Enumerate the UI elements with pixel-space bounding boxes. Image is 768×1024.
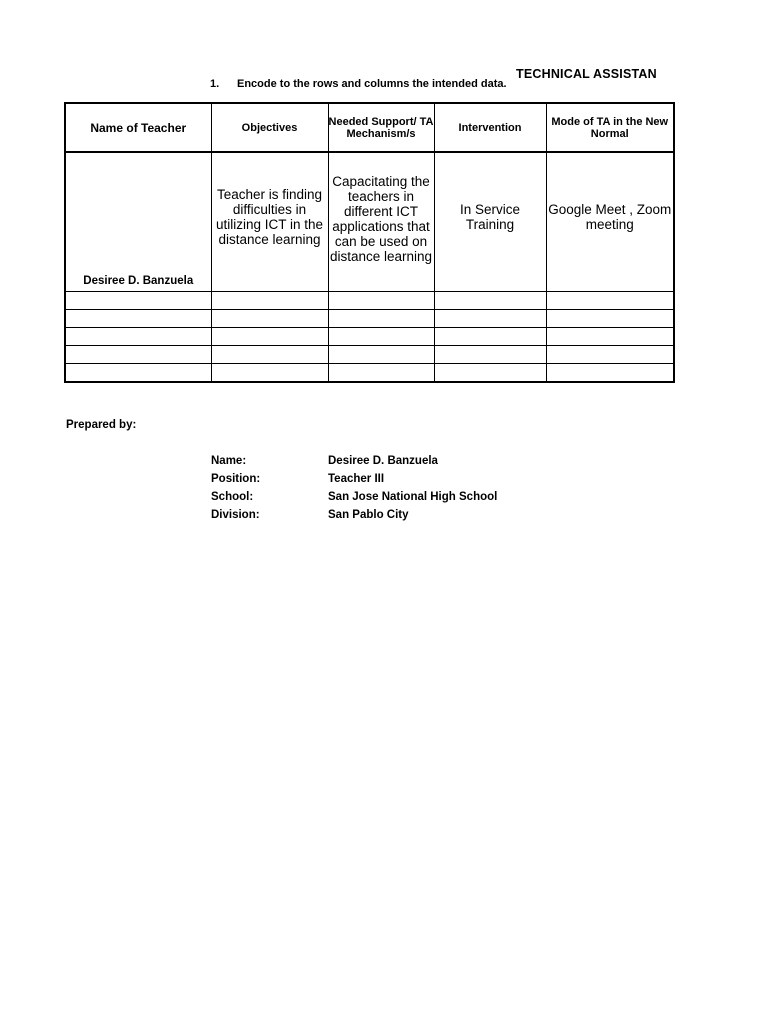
table-row — [65, 152, 674, 292]
needed-support-cell — [328, 152, 434, 292]
column-header-objectives: Objectives — [211, 103, 328, 152]
division-value: San Pablo City — [328, 509, 409, 521]
document-title: TECHNICAL ASSISTAN — [516, 67, 657, 81]
mode-of-ta-text: Google Meet , Zoom meeting — [548, 202, 672, 232]
mode-of-ta-cell — [546, 152, 674, 292]
empty-table-row — [65, 310, 674, 328]
column-header-name-of-teacher: Name of Teacher — [65, 103, 211, 152]
school-label: School: — [211, 491, 254, 503]
column-header-mode-of-ta: Mode of TA in the New Normal — [546, 103, 674, 152]
instruction-line — [210, 71, 540, 87]
instruction-text: Encode to the rows and columns the intended data. — [237, 78, 507, 87]
table-header-row — [65, 103, 674, 152]
technical-assistance-table — [64, 102, 675, 383]
name-value: Desiree D. Banzuela — [328, 455, 438, 467]
empty-table-row — [65, 328, 674, 346]
position-label: Position: — [211, 473, 261, 485]
objectives-text: Teacher is finding difficulties in utilizing ICT in the distance learning — [215, 187, 324, 247]
school-value: San Jose National High School — [328, 491, 498, 503]
intervention-cell — [434, 152, 546, 292]
name-label: Name: — [211, 455, 247, 467]
empty-table-row — [65, 346, 674, 364]
instruction-number: 1. — [210, 78, 220, 87]
position-value: Teacher III — [328, 473, 385, 485]
column-header-intervention: Intervention — [434, 103, 546, 152]
empty-table-row — [65, 364, 674, 383]
needed-support-text: Capacitating the teachers in different ICT applications that can be used on distance learning — [329, 174, 433, 264]
empty-table-row — [65, 292, 674, 310]
column-header-needed-support: Needed Support/ TA Mechanism/s — [328, 103, 434, 152]
objectives-cell — [211, 152, 328, 292]
teacher-name-cell: Desiree D. Banzuela — [65, 152, 211, 292]
intervention-text: In Service Training — [459, 202, 521, 232]
division-label: Division: — [211, 509, 260, 521]
prepared-by-label: Prepared by: — [66, 419, 137, 431]
